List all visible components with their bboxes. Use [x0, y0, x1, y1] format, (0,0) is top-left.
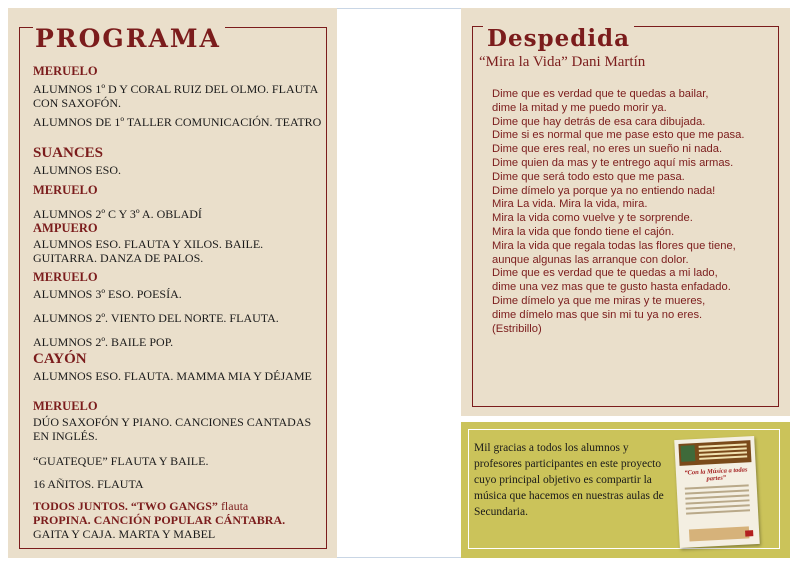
- program-title: PROGRAMA: [33, 24, 225, 53]
- farewell-title: Despedida: [483, 25, 634, 52]
- program-item: ALUMNOS 3º ESO. POESÍA.: [33, 287, 182, 301]
- program-item: ALUMNOS 2º C Y 3º A. OBLADÍ: [33, 207, 202, 221]
- program-finale-line: [33, 499, 329, 513]
- program-venue-heading: MERUELO: [33, 270, 98, 284]
- event-poster-thumbnail: [674, 436, 760, 548]
- program-venue-heading: MERUELO: [33, 64, 98, 78]
- lyric-line: dime la mitad y me puedo morir ya.: [492, 101, 667, 114]
- program-item: ALUMNOS ESO. FLAUTA Y XILOS. BAILE. GUITARRA. DANZA DE PALOS.: [33, 237, 264, 265]
- lyric-line: Mira la vida que regala todas las flores que tiene,: [492, 239, 736, 252]
- program-item: 16 AÑITOS. FLAUTA: [33, 477, 144, 491]
- thanks-panel: [461, 422, 790, 558]
- lyric-line: Dime quien da mas y te entrego aquí mis armas.: [492, 156, 734, 169]
- program-encore-performers: GAITA Y CAJA. MARTA Y MABEL: [33, 527, 216, 541]
- lyric-line: Mira La vida. Mira la vida, mira.: [492, 198, 648, 211]
- finale-title: TODOS JUNTOS. “TWO GANGS”: [33, 499, 218, 513]
- lyric-line: Dime dímelo ya que me miras y te mueres,: [492, 294, 706, 307]
- program-venue-heading: MERUELO: [33, 399, 98, 413]
- program-venue-heading: AMPUERO: [33, 221, 98, 235]
- poster-footer-image: [689, 526, 750, 541]
- poster-photo: [681, 445, 696, 462]
- program-panel: [8, 8, 337, 558]
- blank-center-panel: [337, 8, 461, 558]
- lyric-line: Mira la vida que fondo tiene el cajón.: [492, 225, 675, 238]
- lyric-line: Dime que será todo esto que me pasa.: [492, 170, 685, 183]
- song-lyrics: [492, 88, 782, 336]
- program-encore-line: [33, 513, 329, 527]
- farewell-panel: [461, 8, 790, 416]
- encore-title: PROPINA. CANCIÓN POPULAR CÁNTABRA.: [33, 513, 286, 527]
- lyric-line: aunque algunas las arranque con dolor.: [492, 253, 689, 266]
- poster-logo-mark: [745, 530, 753, 536]
- lyric-line: Dime que eres real, no eres un sueño ni nada.: [492, 143, 723, 156]
- thanks-text: Mil gracias a todos los alumnos y profesores participantes en este proyecto cuyo principal objetivo es compartir la música que hacemos en nuestras aulas de Secundaria.: [474, 442, 664, 518]
- lyric-line: Dime si es normal que me pase esto que me pasa.: [492, 129, 745, 142]
- poster-body-text-lines: [685, 484, 749, 489]
- lyric-line: Dime que hay detrás de esa cara dibujada.: [492, 115, 706, 128]
- program-item: ALUMNOS DE 1º TALLER COMUNICACIÓN. TEATRO: [33, 115, 322, 129]
- program-item: ALUMNOS 2º. BAILE POP.: [33, 335, 174, 349]
- program-item: ALUMNOS 1º D Y CORAL RUIZ DEL OLMO. FLAUTA CON SAXOFÓN.: [33, 82, 318, 110]
- program-item: ALUMNOS 2º. VIENTO DEL NORTE. FLAUTA.: [33, 311, 279, 325]
- program-item: ALUMNOS ESO.: [33, 163, 122, 177]
- program-item: DÚO SAXOFÓN Y PIANO. CANCIONES CANTADAS EN INGLÉS.: [33, 415, 312, 443]
- lyric-line: Mira la vida como vuelve y te sorprende.: [492, 212, 693, 225]
- lyric-line: (Estribillo): [492, 322, 542, 335]
- program-item: ALUMNOS ESO. FLAUTA. MAMMA MIA Y DÉJAME: [33, 369, 312, 383]
- lyric-line: Dime que es verdad que te quedas a mi lado,: [492, 267, 718, 280]
- lyric-line: dime dímelo mas que sin mi tu ya no eres.: [492, 308, 703, 321]
- program-venue-heading: CAYÓN: [33, 351, 87, 367]
- program-venue-heading: MERUELO: [33, 183, 98, 197]
- song-subtitle: “Mira la Vida” Dani Martín: [479, 54, 646, 70]
- poster-title: “Con la Música a todas partes”: [684, 466, 748, 483]
- finale-instrument: flauta: [217, 499, 249, 513]
- program-item: “GUATEQUE” FLAUTA Y BAILE.: [33, 454, 209, 468]
- lyric-line: Dime dímelo ya porque ya no entiendo nada!: [492, 184, 716, 197]
- lyric-line: Dime que es verdad que te quedas a bailar,: [492, 88, 709, 100]
- program-venue-heading: SUANCES: [33, 145, 104, 161]
- lyric-line: dime una vez mas que te gusto hasta enfadado.: [492, 281, 731, 294]
